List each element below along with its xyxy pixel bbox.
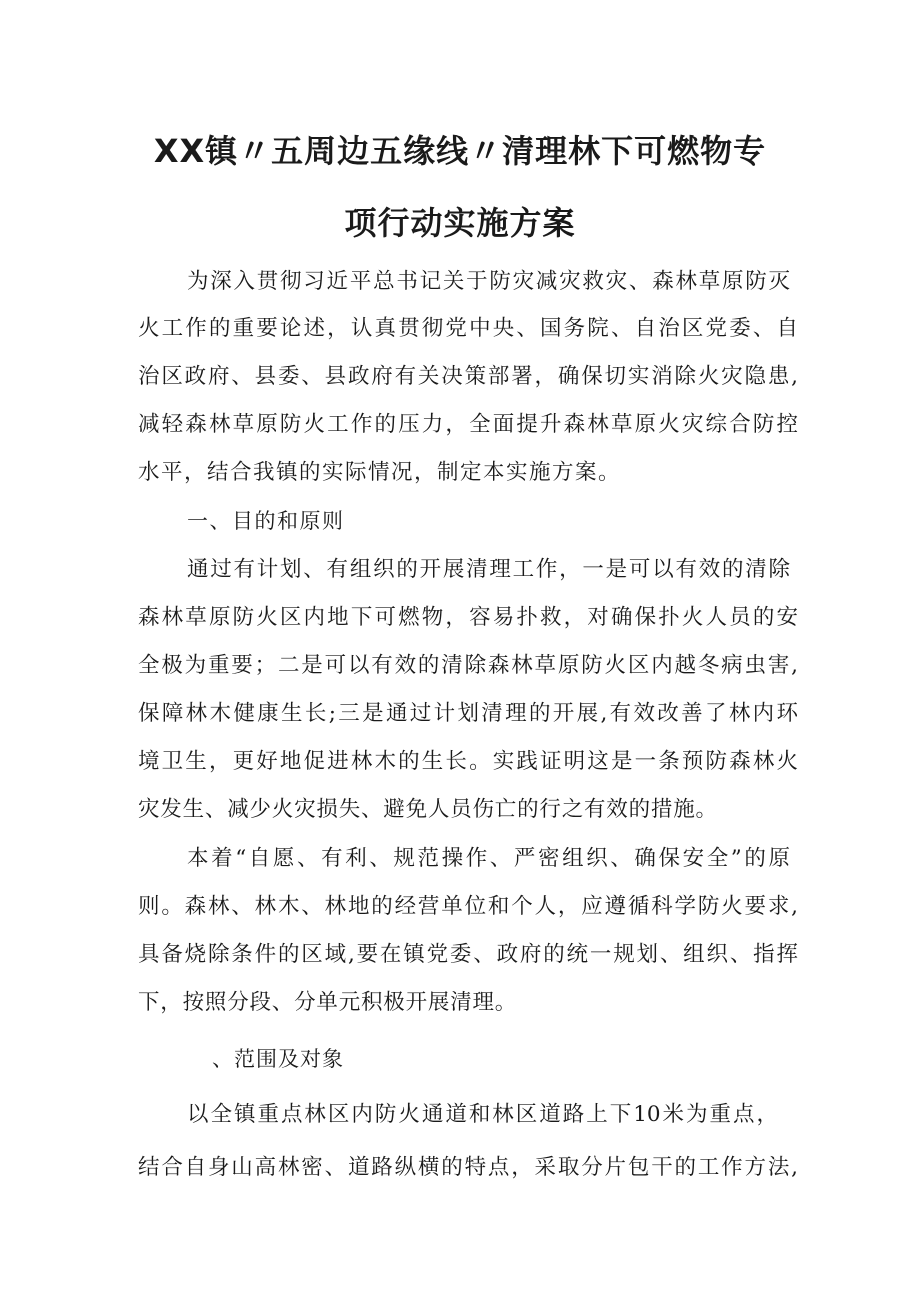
paragraph-line: 以全镇重点林区内防火通道和林区道路上下10米为重点， [187,1102,778,1127]
paragraph-line: 境卫生，更好地促进林木的生长。实践证明这是一条预防森林火 [138,749,798,774]
paragraph-line: 灾发生、减少火灾损失、避免人员伤亡的行之有效的措施。 [138,797,718,822]
intro-line: 减轻森林草原防火工作的压力，全面提升森林草原火灾综合防控 [138,412,798,437]
intro-line: 火工作的重要论述，认真贯彻党中央、国务院、自治区党委、自 [138,316,798,341]
intro-line: 水平，结合我镇的实际情况，制定本实施方案。 [138,460,622,485]
paragraph-line: 下，按照分段、分单元积极开展清理。 [138,990,518,1015]
document-title-line-1: XX镇〃五周边五缘线〃清理林下可燃物专 [153,132,767,170]
intro-line: 为深入贯彻习近平总书记关于防灾减灾救灾、森林草原防灭 [187,269,790,294]
paragraph-line: 则。森林、林木、林地的经营单位和个人，应遵循科学防火要求, [138,894,798,919]
paragraph-line: 结合自身山高林密、道路纵横的特点，采取分片包干的工作方法, [138,1155,798,1180]
paragraph-line: 保障林木健康生长;三是通过计划清理的开展,有效改善了林内环 [138,701,798,726]
paragraph-line: 具备烧除条件的区域,要在镇党委、政府的统一规划、组织、指挥 [138,942,798,967]
document-title-line-2: 项行动实施方案 [344,204,576,242]
section-heading: 、范围及对象 [212,1047,344,1071]
intro-line: 治区政府、县委、县政府有关决策部署，确保切实消除火灾隐患, [138,364,798,389]
paragraph-line: 全极为重要；二是可以有效的清除森林草原防火区内越冬病虫害, [138,653,798,678]
section-heading: 一、目的和原则 [187,509,345,533]
paragraph-line: 通过有计划、有组织的开展清理工作，一是可以有效的清除 [187,557,790,582]
paragraph-line: 森林草原防火区内地下可燃物，容易扑救，对确保扑火人员的安 [138,605,798,630]
paragraph-line: 本着“自愿、有利、规范操作、严密组织、确保安全”的原 [187,846,790,871]
